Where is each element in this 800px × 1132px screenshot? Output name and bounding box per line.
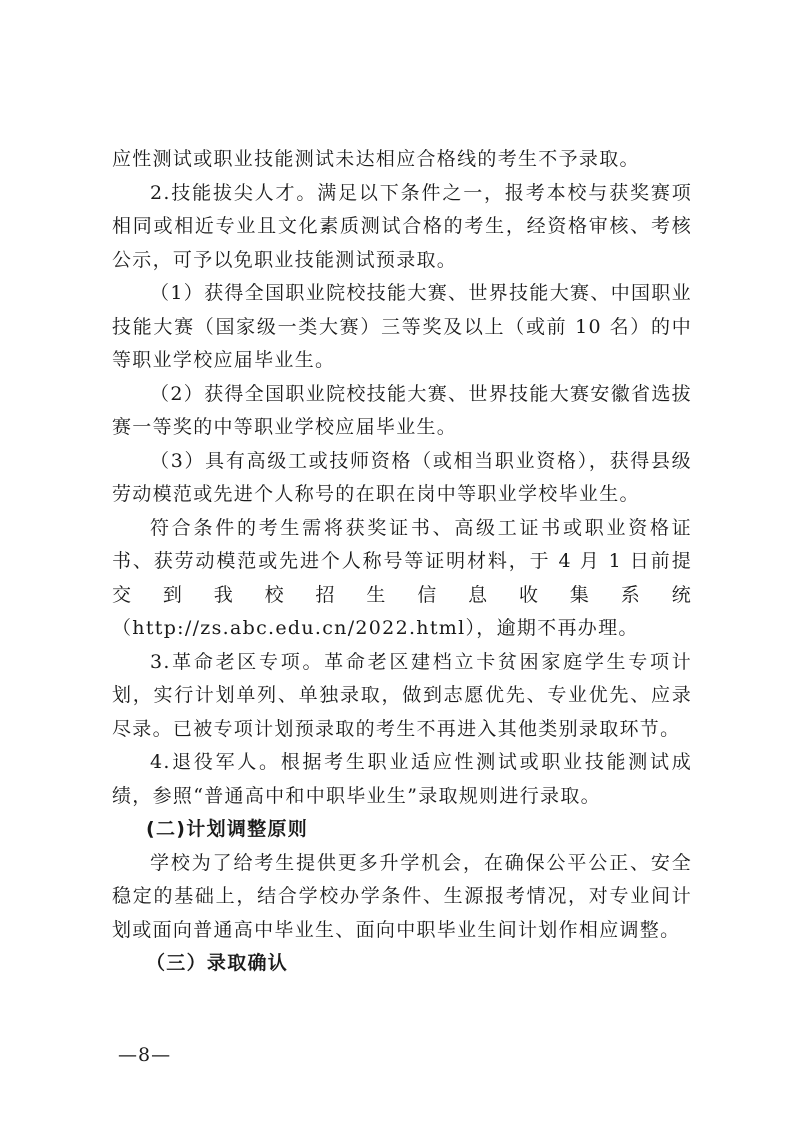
paragraph-condition-1: （1）获得全国职业院校技能大赛、世界技能大赛、中国职业技能大赛（国家级一类大赛）三等奖及以上（或前 10 名）的中等职业学校应届毕业生。 [112, 282, 692, 371]
paragraph-veterans: 4.退役军人。根据考生职业适应性测试或职业技能测试成绩，参照“普通高中和中职毕业生”录取规则进行录取。 [112, 751, 692, 807]
document-body [112, 143, 692, 981]
page-number: —8— [118, 1044, 172, 1066]
paragraph-plan-adjustment: 学校为了给考生提供更多升学机会，在确保公平公正、安全稳定的基础上，结合学校办学条件、生源报考情况，对专业间计划或面向普通高中毕业生、面向中职毕业生间计划作相应调整。 [112, 851, 692, 941]
paragraph-condition-3: （3）具有高级工或技师资格（或相当职业资格），获得县级劳动模范或先进个人称号的在职在岗中等职业学校毕业生。 [112, 449, 692, 505]
paragraph-skill-talent: 2.技能拔尖人才。满足以下条件之一，报考本校与获奖赛项相同或相近专业且文化素质测试合格的考生，经资格审核、考核公示，可予以免职业技能测试预录取。 [112, 181, 692, 271]
paragraph-submission-note: 符合条件的考生需将获奖证书、高级工证书或职业资格证书、获劳动模范或先进个人称号等证明材料，于 4 月 1 日前提交到我校招生信息收集系统（http://zs.abc.edu.cn/2022.html），逾期不再办理。 [112, 516, 692, 639]
paragraph-continuation: 应性测试或职业技能测试未达相应合格线的考生不予录取。 [112, 148, 640, 170]
section-heading-plan-adjustment: (二)计划调整原则 [146, 818, 309, 840]
section-heading-admission-confirmation: （三）录取确认 [146, 952, 289, 974]
paragraph-revolutionary-area: 3.革命老区专项。革命老区建档立卡贫困家庭学生专项计划，实行计划单列、单独录取，做到志愿优先、专业优先、应录尽录。已被专项计划预录取的考生不再进入其他类别录取环节。 [112, 650, 692, 740]
paragraph-condition-2: （2）获得全国职业院校技能大赛、世界技能大赛安徽省选拔赛一等奖的中等职业学校应届毕业生。 [112, 382, 692, 438]
